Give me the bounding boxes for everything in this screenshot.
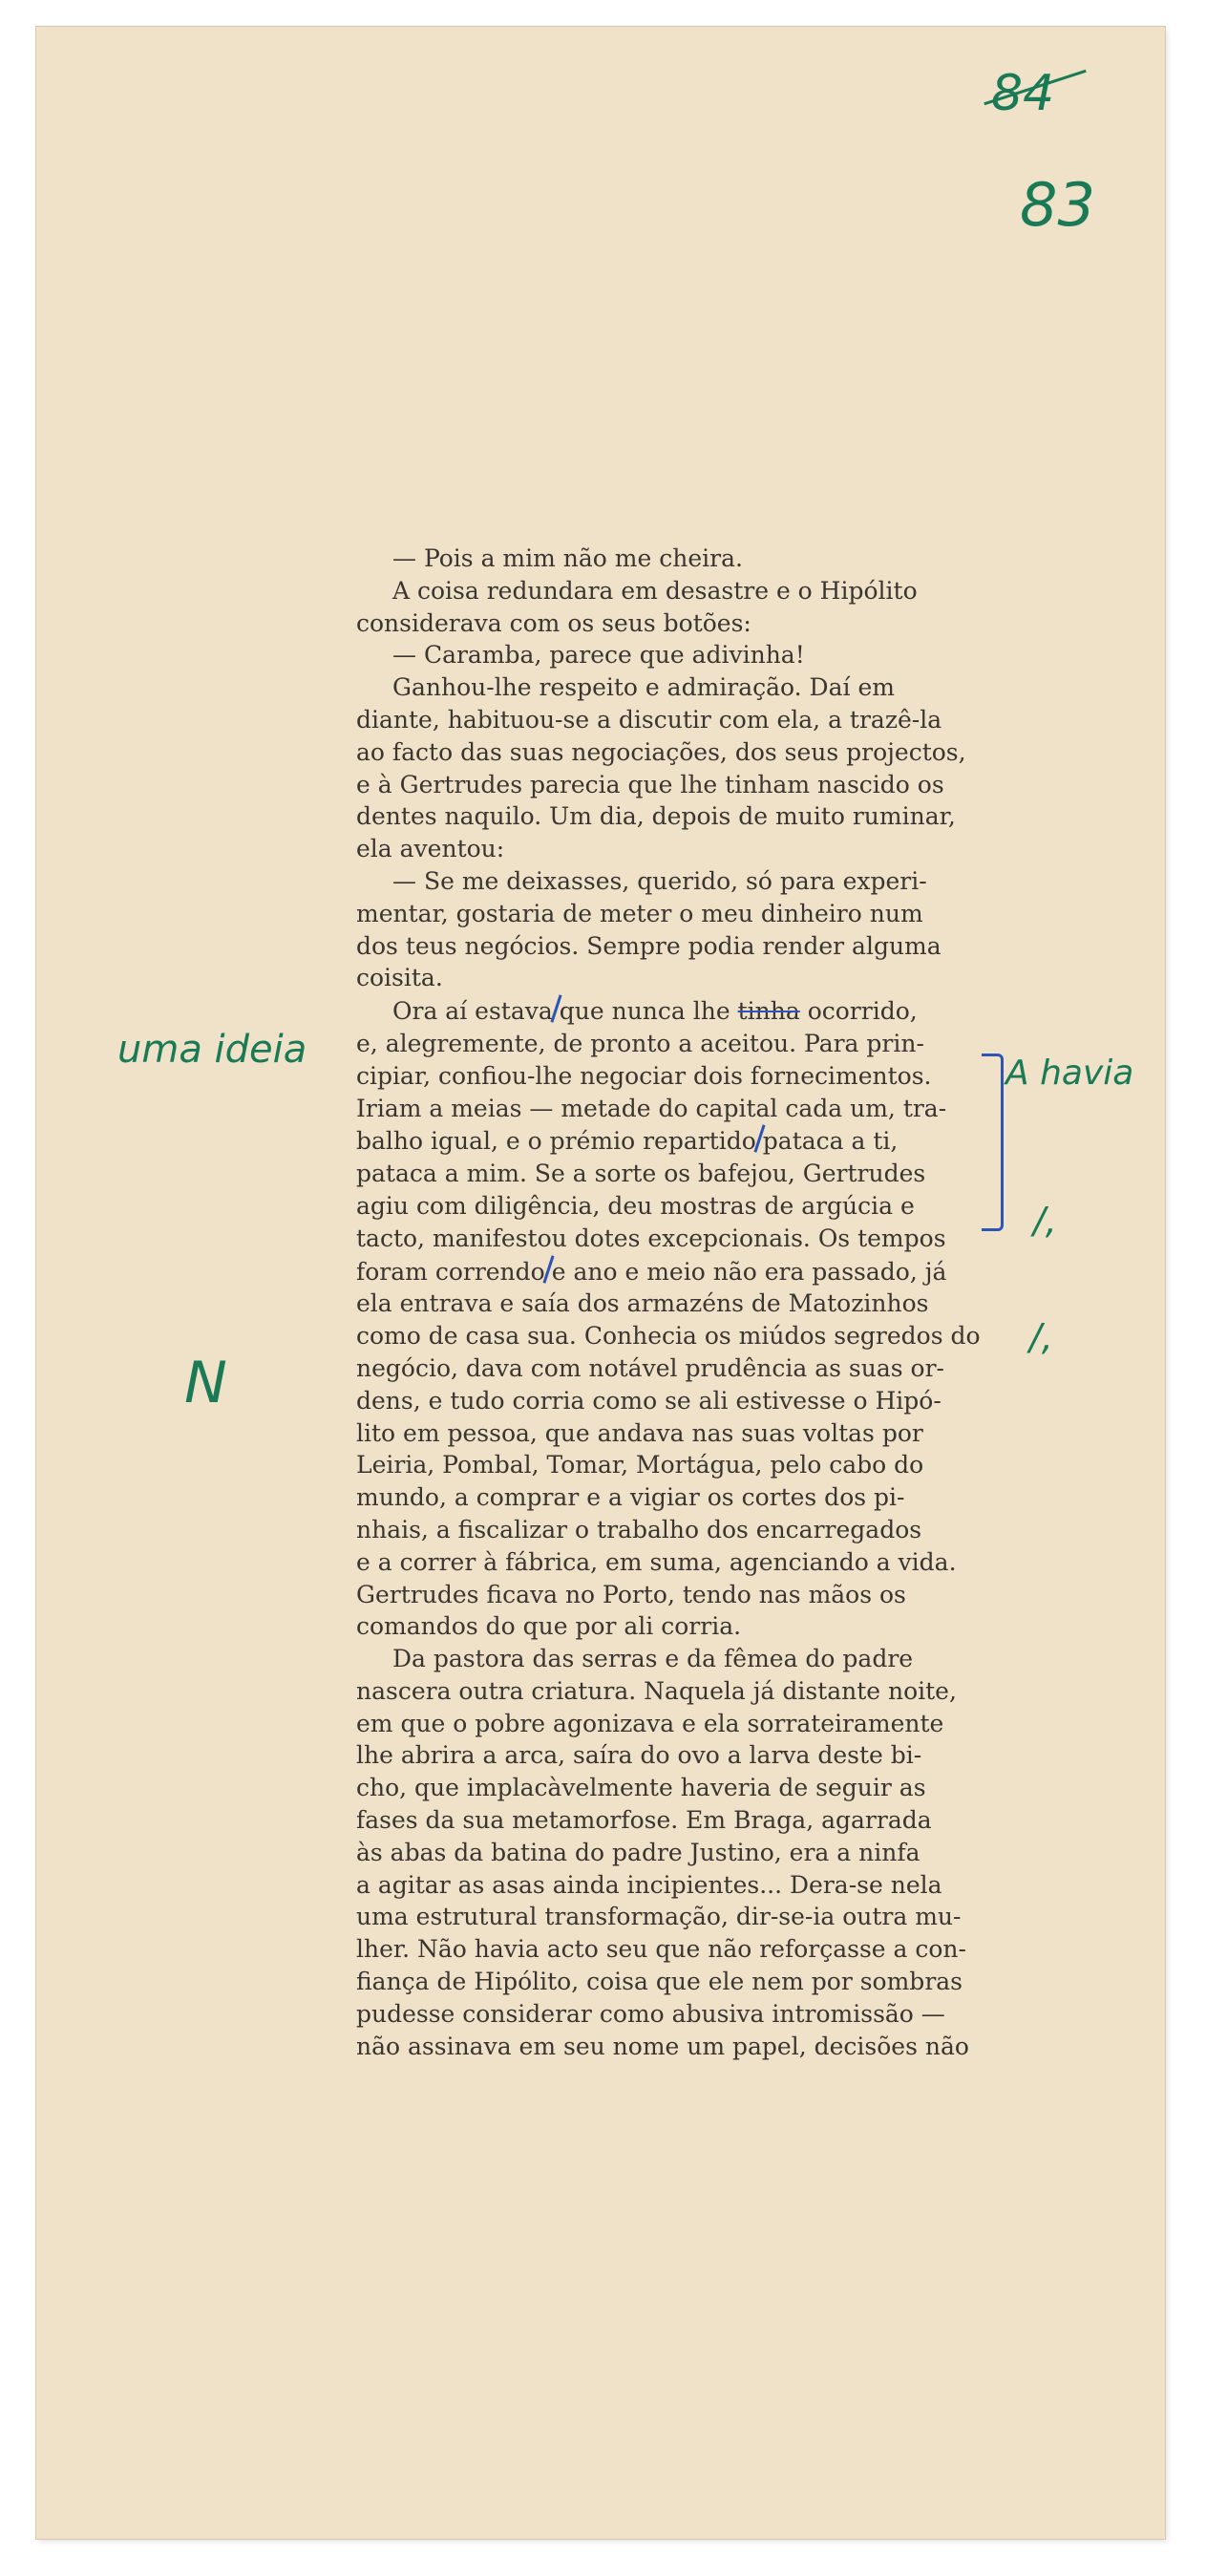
- text-line: — Pois a mim não me cheira.: [392, 544, 743, 572]
- text-line: a agitar as asas ainda incipientes... Dera-se nela: [356, 1870, 942, 1899]
- text-line: pataca a mim. Se a sorte os bafejou, Gertrudes: [356, 1160, 926, 1188]
- text-line: Ganhou-lhe respeito e admiração. Daí em: [392, 673, 895, 702]
- text-segment: foram correndo: [356, 1257, 545, 1286]
- text-line: coisita.: [356, 964, 443, 992]
- text-line: lito em pessoa, que andava nas suas voltas por: [356, 1418, 923, 1447]
- text-line: em que o pobre agonizava e ela sorrateiramente: [356, 1709, 944, 1737]
- text-line: dos teus negócios. Sempre podia render alguma: [356, 931, 942, 960]
- text-line: nascera outra criatura. Naquela já distante noite,: [356, 1676, 957, 1705]
- text-line: lher. Não havia acto seu que não reforçasse a con-: [356, 1935, 966, 1964]
- text-line: e à Gertrudes parecia que lhe tinham nascido os: [356, 770, 944, 798]
- page-number-old: 84: [991, 65, 1055, 122]
- text-line-edited: [356, 1124, 991, 1158]
- text-line: fases da sua metamorfose. Em Braga, agarrada: [356, 1806, 932, 1835]
- comma-insertion-mark: /,: [1033, 1200, 1057, 1242]
- text-line: negócio, dava com notável prudência as suas or-: [356, 1353, 944, 1382]
- text-line: Iriam a meias — metade do capital cada um, tra-: [356, 1094, 947, 1122]
- manuscript-page: [36, 27, 1165, 2539]
- text-segment: balho igual, e o prémio repartido: [356, 1127, 756, 1156]
- text-line: — Se me deixasses, querido, só para experi-: [392, 866, 927, 895]
- text-line-edited: [356, 994, 991, 1028]
- text-line: uma estrutural transformação, dir-se-ia outra mu-: [356, 1903, 962, 1931]
- text-line: como de casa sua. Conhecia os miúdos segredos do: [356, 1322, 981, 1351]
- text-line: não assinava em seu nome um papel, decisões não: [356, 2032, 969, 2060]
- page-number: 83: [1020, 170, 1095, 240]
- text-segment: ocorrido,: [799, 997, 918, 1026]
- struck-word: tinha: [737, 997, 800, 1026]
- text-line: diante, habituou-se a discutir com ela, a trazê-la: [356, 705, 942, 734]
- comma-insertion-mark: /,: [1029, 1316, 1053, 1358]
- text-segment: que nunca lhe: [559, 997, 738, 1026]
- margin-note-right: A havia: [1005, 1054, 1134, 1093]
- text-line: comandos do que por ali corria.: [356, 1612, 742, 1641]
- text-line: cipiar, confiou-lhe negociar dois fornecimentos.: [356, 1061, 932, 1090]
- text-line: pudesse considerar como abusiva intromissão —: [356, 1999, 945, 2028]
- text-line: Leiria, Pombal, Tomar, Mortágua, pelo cabo do: [356, 1451, 924, 1480]
- paragraph-mark: N: [184, 1350, 227, 1416]
- text-line: Da pastora das serras e da fêmea do padre: [392, 1645, 914, 1673]
- text-line: considerava com os seus botões:: [356, 608, 751, 637]
- text-line: e, alegremente, de pronto a aceitou. Para prin-: [356, 1029, 924, 1057]
- text-line: dentes naquilo. Um dia, depois de muito ruminar,: [356, 802, 956, 831]
- text-line: e a correr à fábrica, em suma, agenciando a vida.: [356, 1547, 957, 1576]
- text-line: dens, e tudo corria como se ali estivesse o Hipó-: [356, 1386, 942, 1415]
- text-segment: e ano e meio não era passado, já: [551, 1257, 947, 1286]
- text-line: tacto, manifestou dotes excepcionais. Os tempos: [356, 1224, 946, 1252]
- text-segment: Ora aí estava: [392, 997, 553, 1026]
- text-line: mundo, a comprar e a vigiar os cortes dos pi-: [356, 1483, 905, 1512]
- text-line: ela entrava e saía dos armazéns de Matozinhos: [356, 1289, 929, 1318]
- text-line: ela aventou:: [356, 835, 505, 863]
- text-line: mentar, gostaria de meter o meu dinheiro num: [356, 899, 923, 927]
- typed-text: [356, 543, 991, 2062]
- text-line: nhais, a fiscalizar o trabalho dos encarregados: [356, 1515, 922, 1543]
- text-line: ao facto das suas negociações, dos seus projectos,: [356, 737, 966, 766]
- text-line: agiu com diligência, deu mostras de argúcia e: [356, 1191, 915, 1220]
- text-line: A coisa redundara em desastre e o Hipólito: [392, 576, 918, 605]
- text-line: às abas da batina do padre Justino, era a ninfa: [356, 1838, 920, 1866]
- text-line: lhe abrira a arca, saíra do ovo a larva deste bi-: [356, 1741, 922, 1770]
- text-line: fiança de Hipólito, coisa que ele nem por sombras: [356, 1968, 963, 1996]
- margin-note-left: uma ideia: [117, 1028, 307, 1072]
- text-segment: pataca a ti,: [762, 1127, 899, 1156]
- text-line: Gertrudes ficava no Porto, tendo nas mãos os: [356, 1580, 906, 1608]
- text-line: — Caramba, parece que adivinha!: [392, 641, 805, 670]
- text-line-edited: [356, 1255, 991, 1288]
- text-line: cho, que implacàvelmente haveria de seguir as: [356, 1774, 926, 1802]
